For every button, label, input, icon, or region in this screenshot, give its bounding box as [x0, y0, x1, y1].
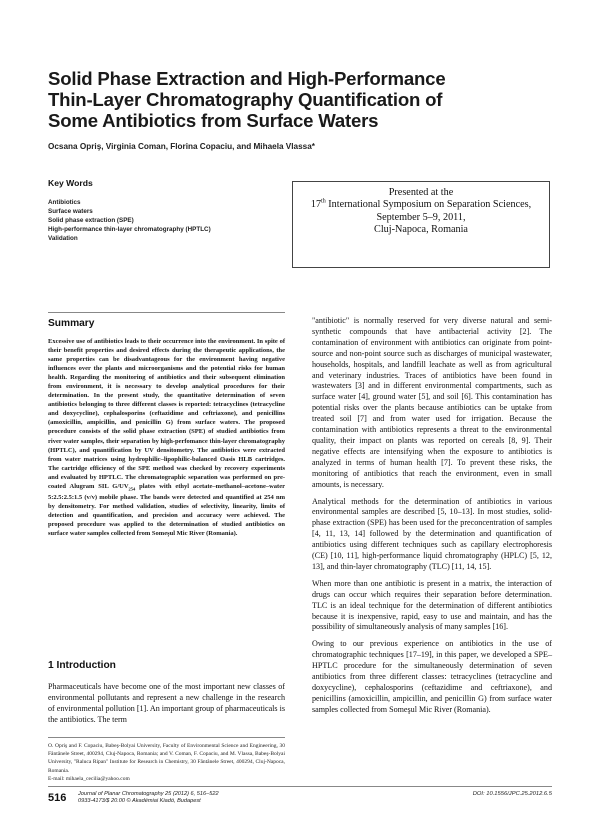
affiliation-footnote — [48, 742, 285, 783]
ordinal-suffix: th — [321, 199, 326, 206]
right-column — [312, 316, 552, 722]
presented-line-4: Cluj-Napoca, Romania — [374, 224, 468, 236]
introduction-heading: 1 Introduction — [48, 660, 116, 671]
summary-heading: Summary — [48, 318, 95, 329]
page-number: 516 — [48, 792, 67, 804]
keywords-heading: Key Words — [48, 178, 93, 188]
doi-label: DOI: 10.1556/JPC.25.2012.6.5 — [472, 791, 552, 797]
presented-line-2 — [293, 199, 549, 211]
keyword-item: Solid phase extraction (SPE) — [48, 217, 134, 225]
keyword-item: Antibiotics — [48, 199, 81, 206]
summary-body — [48, 337, 285, 538]
journal-line-2: 0933-4173/$ 20.00 © Akadémiai Kiadó, Budapest — [78, 798, 201, 805]
presented-at-box — [292, 181, 550, 268]
summary-text-part-1: Excessive use of antibiotics leads to their occurrence into the environment. In spite of their benefit properties and desired effects during the therapeutic applications, the same properties can be disadvantageous for the environment having negative influences over the plants and microorganisms and the potential risks for human health. Regarding the monitoring of antibiotics and their subsequent elimination from environment, it is necessary to develop analytical procedures for their determination. In the present study, the quantitative determination of seven antibiotics belonging to three different classes is reported: tetracyclines (tetracycline and doxycycline), cephalosporins (ceftazidime and ceftriaxone), and penicillins (amoxicillin, ampicillin, and penicillin G) from surface waters. The proposed procedure consists of the solid phase extraction (SPE) of studied antibiotics from river water samples, their separation by high-perfomance thin-layer chromatography (HPTLC), and quantification by UV densitometry. The antibiotics were extracted from water matrices using hydrophilic–lipophilic-balanced Oasis HLB cartridges. The cartridge efficiency of the SPE method was checked by recovery experiments and evaluated by HPTLC. The chromatographic separation was performed on pre-coated Alugram SIL G/UV — [48, 338, 285, 490]
symposium-ordinal: 17 — [310, 199, 322, 211]
author-email: E-mail: mihaela_cecilia@yahoo.com — [48, 775, 130, 782]
summary-text-part-2: plates with ethyl acetate–methanol–acetone–water 5:2.5:2.5:1.5 (v/v) mobile phase. The bands were detected and quantified at 254 nm by densitometry. For method validation, studies of selectivity, linearity, limits of detection and quantification, and precision and accuracy were achieved. The proposed procedure was applied to the determination of studied antibiotics on surface water samples collected from Someşul Mic River (Romania). — [48, 482, 285, 538]
affiliation-text: O. Opriş and F. Copaciu, Babeş-Bolyai University, Faculty of Environmental Science and Engineering, 30 Fântânele Street, 400294, Cluj-Napoca, Romania; and V. Coman, F. Copaciu, and M. Vlassa, Babeş-Bolyai University, "Raluca Ripan" Institute for Research in Chemistry, 30 Fântânele Street, 400294, Cluj-Napoca, Romania. — [48, 743, 285, 774]
summary-subscript: 254 — [128, 486, 136, 492]
footer-rule — [48, 786, 552, 787]
paragraph: Owing to our previous experience on antibiotics in the use of chromatographic techniques [17–19], in this paper, we developed a SPE–HPTLC procedure for the simultaneously determination of seven antibiotics from three different classes: tetracyclines (tetracycline and doxycycline), cephalosporins (ceftazidime and ceftriaxone), and penicillins (amoxicillin, ampicillin, and penicillin G) from surface water samples collected from Someşul Mic River (Romania). — [312, 639, 552, 714]
paragraph: Analytical methods for the determination of antibiotics in various environmental samples are described [5, 10–13]. In most studies, solid-phase extraction (SPE) has been used for the preconcentration of samples [4, 11, 13, 14] followed by the determination and quantification of antibiotics using different techniques such as capillary electrophoresis (CE) [10, 11], high-performance liquid chromatography (HPLC) [5, 12, 13], and thin-layer chromatography (TLC) [11, 14, 15]. — [312, 496, 552, 571]
keywords-list — [48, 198, 211, 243]
summary-top-rule — [48, 312, 285, 313]
article-title: Solid Phase Extraction and High-Performance Thin-Layer Chromatography Quantification of Some Antibiotics from Surface Waters — [48, 68, 446, 131]
journal-line-1: Journal of Planar Chromatography 25 (2012) 6, 516–522 — [78, 791, 219, 797]
introduction-body: Pharmaceuticals have become one of the most important new classes of environmental pollutants and represent a new challenge in the research of environmental pollution [1]. An important group of pharmaceuticals is the antibiotics. The term — [48, 682, 285, 724]
presented-line-3: September 5–9, 2011, — [376, 211, 466, 223]
paragraph: "antibiotic" is normally reserved for very diverse natural and semi-synthetic compounds that have antibacterial activity [2]. The contamination of environment with antibiotics can originate from point-source and non-point source such as discharges of municipal wastewater, households, hospitals, and landfill leachate as well as from agricultural and veterinary industries. Traces of antibiotics have been found in wastewaters [3] and in different environmental compartments, such as surface water [4], ground water [5], and soil [6]. This contamination has potential risks over the plants because antibiotics can be uptake from treated soil [7] and from water used for irrigation. Because the contamination with antibiotics represents a threat to the environmental quality, their impact on plants was reported on cereals [8, 9]. Their negative effects are intensifying when the exposure to antibiotics is analyzed in terms of human health [7]. To prevent these risks, the monitoring of antibiotics that reach the environment, even in small amounts, is necessary. — [312, 316, 552, 489]
author-list: Ocsana Opriş, Virginia Coman, Florina Copaciu, and Mihaela Vlassa* — [48, 142, 315, 151]
keyword-item: Validation — [48, 235, 78, 243]
journal-citation — [78, 791, 318, 805]
footnote-rule — [48, 737, 285, 738]
keyword-item: High-performance thin-layer chromatography (HPTLC) — [48, 226, 211, 234]
paragraph: When more than one antibiotic is present in a matrix, the interaction of drugs can occur which requires their separation before determination. TLC is an ideal technique for the determination of different antibiotics because it is inexpensive, rapid, easy to use and maintain, and has the possibility of simultaneously analysis of many samples [16]. — [312, 578, 552, 632]
keyword-item: Surface waters — [48, 208, 93, 216]
presented-line-1: Presented at the — [388, 187, 454, 198]
symposium-name: International Symposium on Separation Sciences, — [325, 199, 532, 211]
